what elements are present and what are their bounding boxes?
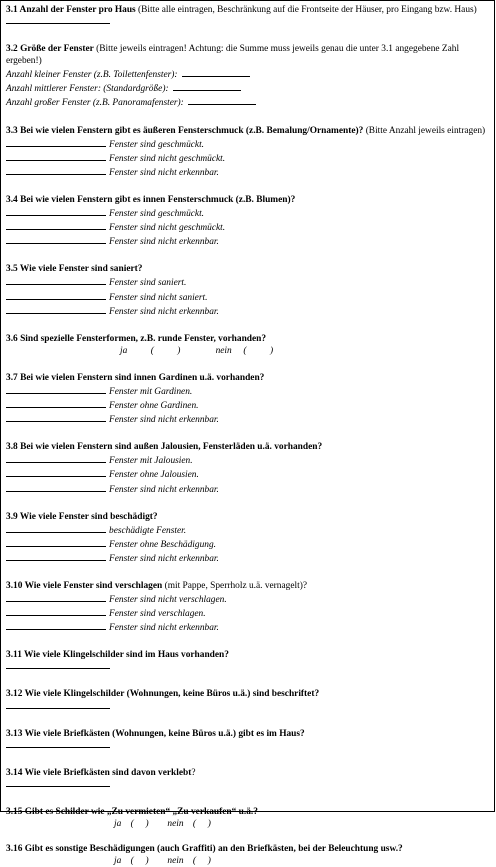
answer-line bbox=[6, 290, 489, 304]
option-label: Fenster mit Jalousien. bbox=[109, 456, 193, 467]
answer-blank[interactable] bbox=[6, 606, 106, 616]
answer-line bbox=[6, 275, 489, 289]
option-label: Fenster ohne Gardinen. bbox=[109, 401, 199, 412]
answer-line bbox=[6, 137, 489, 151]
answer-line bbox=[6, 620, 489, 634]
answer-line bbox=[6, 165, 489, 179]
option-label: Fenster sind nicht erkennbar. bbox=[109, 167, 219, 178]
question-title: 3.16 Gibt es sonstige Beschädigungen (auch Graffiti) an den Briefkästen, bei der Beleuchtung usw.? bbox=[6, 843, 403, 854]
question-note: (mit Pappe, Sperrholz u.ä. vernagelt)? bbox=[162, 581, 307, 591]
question-title: 3.9 Wie viele Fenster sind beschädigt? bbox=[6, 511, 158, 522]
question-title: 3.10 Wie viele Fenster sind verschlagen bbox=[6, 581, 163, 591]
answer-blank[interactable] bbox=[6, 537, 106, 547]
answer-blank[interactable] bbox=[6, 482, 106, 492]
option-label: Fenster sind geschmückt. bbox=[109, 139, 205, 150]
question-3-5 bbox=[6, 263, 489, 317]
question-title: 3.8 Bei wie vielen Fenstern sind außen Jalousien, Fensterläden u.ä. vorhanden? bbox=[6, 442, 323, 453]
question-title: 3.14 Wie viele Briefkästen sind davon verklebt bbox=[6, 767, 192, 778]
question-3-4 bbox=[6, 194, 489, 248]
option-label: Fenster sind geschmückt. bbox=[109, 209, 205, 220]
size-label: Anzahl kleiner Fenster (z.B. Toilettenfenster): bbox=[6, 70, 178, 81]
answer-blank[interactable] bbox=[6, 275, 106, 285]
size-label: Anzahl großer Fenster (z.B. Panoramafenster): bbox=[6, 98, 184, 109]
question-3-8 bbox=[6, 441, 489, 495]
option-label: Fenster sind nicht erkennbar. bbox=[109, 237, 219, 248]
question-title: 3.6 Sind spezielle Fensterformen, z.B. runde Fenster, vorhanden? bbox=[6, 333, 267, 344]
answer-blank[interactable] bbox=[6, 453, 106, 463]
option-label: Fenster sind nicht erkennbar. bbox=[109, 484, 219, 495]
answer-blank[interactable] bbox=[6, 290, 106, 300]
question-title: 3.5 Wie viele Fenster sind saniert? bbox=[6, 264, 143, 275]
answer-line bbox=[6, 523, 489, 537]
question-title: 3.2 Größe der Fenster bbox=[6, 44, 94, 55]
option-label: Fenster sind nicht verschlagen. bbox=[109, 595, 227, 606]
option-label: Fenster sind nicht erkennbar. bbox=[109, 623, 219, 634]
answer-line bbox=[6, 412, 489, 426]
answer-blank[interactable] bbox=[182, 67, 250, 77]
question-title: 3.12 Wie viele Klingelschilder (Wohnungen, keine Büros u.ä.) sind beschriftet? bbox=[6, 689, 320, 700]
size-line-large bbox=[6, 95, 489, 109]
answer-line bbox=[6, 234, 489, 248]
question-title: 3.11 Wie viele Klingelschilder sind im Haus vorhanden? bbox=[6, 650, 229, 661]
answer-line bbox=[6, 537, 489, 551]
option-label: Fenster ohne Jalousien. bbox=[109, 470, 199, 481]
question-3-9 bbox=[6, 511, 489, 565]
question-3-1 bbox=[6, 4, 489, 28]
answer-blank[interactable] bbox=[6, 384, 106, 394]
answer-blank[interactable] bbox=[188, 95, 256, 105]
question-title: 3.13 Wie viele Briefkästen (Wohnungen, keine Büros u.ä.) gibt es im Haus? bbox=[6, 728, 305, 739]
question-title: 3.3 Bei wie vielen Fenstern gibt es äußeren Fensterschmuck (z.B. Bemalung/Ornamente)? bbox=[6, 125, 364, 136]
question-3-2 bbox=[6, 43, 489, 109]
question-note: (Bitte Anzahl jeweils eintragen) bbox=[363, 125, 486, 136]
question-title: 3.1 Anzahl der Fenster pro Haus bbox=[6, 5, 136, 15]
question-note: (Bitte alle eintragen, Beschränkung auf die Frontseite der Häuser, pro Eingang bzw. Haus) bbox=[135, 5, 477, 15]
question-title: 3.7 Bei wie vielen Fenstern sind innen Gardinen u.ä. vorhanden? bbox=[6, 372, 265, 383]
answer-blank[interactable] bbox=[6, 740, 489, 752]
answer-blank[interactable] bbox=[6, 620, 106, 630]
option-label: Fenster sind nicht erkennbar. bbox=[109, 553, 219, 564]
yes-no-choice[interactable]: ja ( ) nein ( ) bbox=[114, 856, 211, 867]
answer-blank[interactable] bbox=[6, 137, 106, 147]
answer-blank[interactable] bbox=[6, 234, 106, 244]
answer-blank[interactable] bbox=[6, 398, 106, 408]
answer-blank[interactable] bbox=[6, 151, 106, 161]
option-label: Fenster mit Gardinen. bbox=[109, 386, 193, 397]
question-3-11 bbox=[6, 649, 489, 673]
question-3-10 bbox=[6, 580, 489, 634]
option-label: beschädigte Fenster. bbox=[109, 525, 187, 536]
answer-blank[interactable] bbox=[6, 592, 106, 602]
answer-blank[interactable] bbox=[6, 701, 489, 713]
answer-blank[interactable] bbox=[173, 81, 241, 91]
option-label: Fenster sind nicht geschmückt. bbox=[109, 153, 226, 164]
answer-blank[interactable] bbox=[6, 551, 106, 561]
answer-blank[interactable] bbox=[6, 220, 106, 230]
option-label: Fenster sind saniert. bbox=[109, 278, 187, 289]
answer-line bbox=[6, 467, 489, 481]
question-3-16 bbox=[6, 843, 489, 867]
question-3-14 bbox=[6, 767, 489, 791]
question-3-7 bbox=[6, 372, 489, 426]
answer-blank[interactable] bbox=[6, 165, 106, 175]
answer-line bbox=[6, 304, 489, 318]
option-label: Fenster ohne Beschädigung. bbox=[109, 539, 217, 550]
question-3-15 bbox=[6, 806, 489, 830]
yes-no-choice[interactable]: ja ( ) nein ( ) bbox=[120, 345, 274, 356]
answer-blank[interactable] bbox=[6, 206, 106, 216]
question-3-12 bbox=[6, 688, 489, 712]
size-line-medium bbox=[6, 81, 489, 95]
question-3-3 bbox=[6, 125, 489, 179]
answer-line bbox=[6, 592, 489, 606]
answer-line bbox=[6, 453, 489, 467]
answer-line bbox=[6, 482, 489, 496]
question-note: ? bbox=[191, 767, 196, 778]
answer-blank[interactable] bbox=[6, 467, 106, 477]
option-label: Fenster sind nicht erkennbar. bbox=[109, 306, 219, 317]
answer-line bbox=[6, 206, 489, 220]
question-3-6 bbox=[6, 333, 489, 357]
answer-blank[interactable] bbox=[6, 304, 106, 314]
answer-line bbox=[6, 398, 489, 412]
answer-blank[interactable] bbox=[6, 661, 489, 673]
answer-line bbox=[6, 551, 489, 565]
answer-blank[interactable] bbox=[6, 523, 106, 533]
question-title: 3.15 Gibt es Schilder wie „Zu vermieten“ „Zu verkaufen“ u.ä.? bbox=[6, 806, 258, 817]
yes-no-choice[interactable]: ja ( ) nein ( ) bbox=[114, 818, 211, 829]
answer-line bbox=[6, 151, 489, 165]
question-title: 3.4 Bei wie vielen Fenstern gibt es innen Fensterschmuck (z.B. Blumen)? bbox=[6, 194, 296, 205]
size-line-small bbox=[6, 67, 489, 81]
option-label: Fenster sind nicht saniert. bbox=[109, 292, 208, 303]
question-3-13 bbox=[6, 728, 489, 752]
answer-blank[interactable] bbox=[6, 16, 489, 28]
option-label: Fenster sind nicht geschmückt. bbox=[109, 223, 226, 234]
answer-line bbox=[6, 384, 489, 398]
answer-blank[interactable] bbox=[6, 412, 106, 422]
answer-line bbox=[6, 606, 489, 620]
option-label: Fenster sind verschlagen. bbox=[109, 609, 206, 620]
question-note: (Bitte jeweils eintragen! Achtung: die Summe muss jeweils genau die unter 3.1 angegebene Zahl ergeben!) bbox=[6, 44, 460, 67]
option-label: Fenster sind nicht erkennbar. bbox=[109, 415, 219, 426]
answer-blank[interactable] bbox=[6, 779, 489, 791]
answer-line bbox=[6, 220, 489, 234]
size-label: Anzahl mittlerer Fenster: (Standardgröße): bbox=[6, 84, 169, 95]
